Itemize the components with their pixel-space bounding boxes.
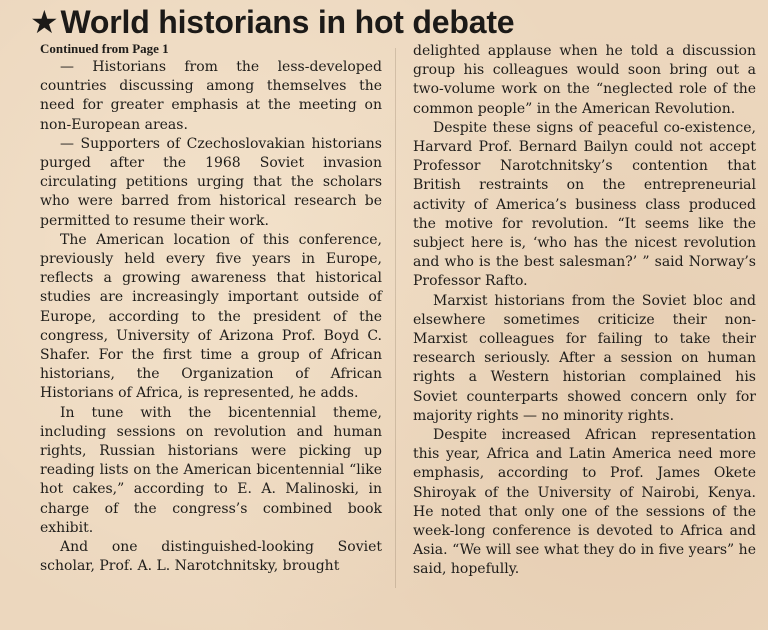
paragraph: In tune with the bicentennial theme, including sessions on revolution and human rights, Russian historians were picking up reading lists on the American bicentennial “like hot cakes,” according to E. A. Malinoski, in charge of the congress’s combined book exhibit. (40, 404, 382, 536)
headline (30, 2, 514, 42)
left-column (40, 40, 382, 576)
paragraph: The American location of this conference, previously held every five years in Europe, reflects a growing awareness that historical studies are increasingly important outside of Europe, according to the president of the congress, University of Arizona Prof. Boyd C. Shafer. For the first time a group of African historians, the Organization of African Historians of Africa, is represented, he adds. (40, 231, 382, 402)
column-divider (395, 48, 396, 588)
paragraph: Despite these signs of peaceful co-existence, Harvard Prof. Bernard Bailyn could not accept Professor Narotchnitsky’s contention that British restraints on the entrepreneurial activity of America’s business class produced the motive for revolution. “It seems like the subject here is, ‘who has the nicest revolution and who is the best salesman?’ ” said Norway’s Professor Rafto. (413, 119, 756, 290)
paragraph: — Supporters of Czechoslovakian historians purged after the 1968 Soviet invasion circulating petitions urging that the scholars who were barred from historical research be permitted to resume their work. (40, 135, 382, 229)
paragraph: delighted applause when he told a discussion group his colleagues would soon bring out a two-volume work on the “neglected role of the common people” in the American Revolution. (413, 43, 756, 117)
headline-text: World historians in hot debate (60, 4, 515, 40)
right-column (413, 42, 756, 580)
paragraph: Marxist historians from the Soviet bloc and elsewhere sometimes criticize their non-Marxist colleagues for failing to take their research seriously. After a session on human rights a Western historian complained his Soviet counterparts showed concern only for majority rights — no minority rights. (413, 292, 756, 424)
star-icon: ★ (30, 4, 59, 40)
continued-from-label: Continued from Page 1 (40, 41, 169, 56)
paragraph: — Historians from the less-developed countries discussing among themselves the need for greater emphasis at the meeting on non-European areas. (40, 59, 382, 133)
paragraph: Despite increased African representation this year, Africa and Latin America need more emphasis, according to Prof. James Okete Shiroyak of the University of Nairobi, Kenya. He noted that only one of the sessions of the week-long conference is devoted to Africa and Asia. “We will see what they do in five years” he said, hopefully. (413, 427, 756, 578)
paragraph: And one distinguished-looking Soviet scholar, Prof. A. L. Narotchnitsky, brought (40, 539, 382, 575)
